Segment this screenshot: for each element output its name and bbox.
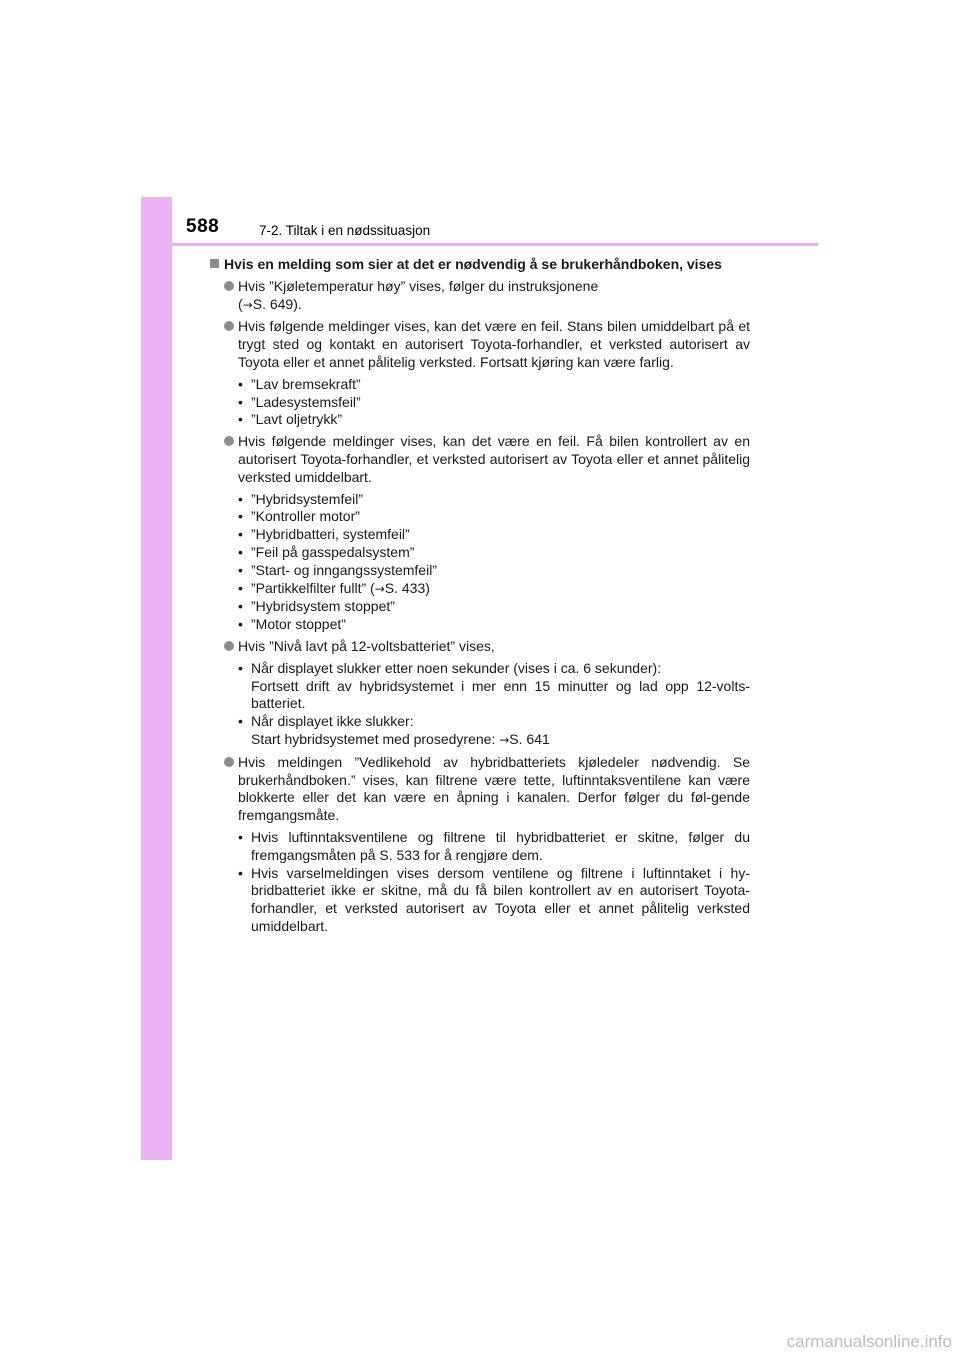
list-item: Hvis følgende meldinger vises, kan det være en feil. Få bilen kontrollert av en autorisert Toyota-forhandler, et verksted autorisert av Toyota eller et annet pålitelig verksted umiddelbart. — [210, 433, 750, 486]
arrow-right-icon: → — [242, 297, 253, 312]
sub-list-item: • ”Hybridsystem stoppet” — [238, 598, 395, 615]
sub-list — [210, 829, 750, 936]
sub-list-item: • ”Partikkelfilter fullt” (→S. 433) — [238, 579, 430, 596]
arrow-right-icon: → — [499, 732, 510, 747]
sub-list-item: • ”Ladesystemsfeil” — [238, 393, 361, 410]
sub-list-item: • ”Lav bremsekraft” — [238, 375, 361, 392]
sub-list-item: • ”Motor stoppet” — [238, 616, 346, 633]
dot-bullet-icon: • — [238, 393, 243, 410]
sub-list-item: • ”Start- og inngangssystemfeil” — [238, 561, 437, 578]
chapter-side-tab — [141, 197, 172, 1160]
dot-bullet-icon: • — [238, 490, 243, 507]
list-item: Hvis ”Nivå lavt på 12-voltsbatteriet” vises, — [210, 638, 750, 656]
sub-list — [210, 376, 750, 429]
circle-bullet-icon — [224, 321, 234, 331]
dot-bullet-icon: • — [238, 828, 243, 845]
sub-list-item: • Hvis luftinntaksventilene og filtrene til hybridbatteriet er skitne, følger du fremgangsmåten på S. 533 for å rengjøre dem. — [238, 828, 750, 863]
dot-bullet-icon: • — [238, 616, 243, 633]
arrow-right-icon: → — [374, 581, 385, 596]
sub-list-item: • ”Kontroller motor” — [238, 508, 360, 525]
section-title: 7-2. Tiltak i en nødssituasjon — [259, 223, 431, 238]
main-content — [210, 256, 750, 936]
sub-list-item: • Hvis varselmeldingen vises dersom ventilene og filtrene i luftinntaket i hy-bridbatteriet ikke er skitne, må du få bilen kontrollert av en autorisert Toyota-forhandler, et verksted autorisert av Toyota eller et annet pålitelig verksted umiddelbart. — [238, 864, 750, 934]
header-divider — [141, 243, 818, 246]
dot-bullet-icon: • — [238, 526, 243, 543]
sub-list-item: • ”Lavt oljetrykk” — [238, 411, 343, 428]
dot-bullet-icon: • — [238, 375, 243, 392]
circle-bullet-icon — [224, 757, 234, 767]
list-item: Hvis følgende meldinger vises, kan det være en feil. Stans bilen umiddelbart på et trygt sted og kontakt en autorisert Toyota-forhandler, et verksted autorisert av Toyota eller et annet pålitelig verksted. Fortsatt kjøring kan være farlig. — [210, 318, 750, 371]
sub-list-item: • ”Hybridsystemfeil” — [238, 490, 364, 507]
dot-bullet-icon: • — [238, 508, 243, 525]
list-item: Hvis ”Kjøletemperatur høy” vises, følger du instruksjonene (→S. 649). — [210, 278, 750, 315]
dot-bullet-icon: • — [238, 713, 243, 730]
dot-bullet-icon: • — [238, 864, 243, 881]
list-item: Hvis meldingen ”Vedlikehold av hybridbatteriets kjøledeler nødvendig. Se brukerhåndboken.” vises, kan filtrene være tette, luftinntaksventilene kan være blokkerte eller det kan være en åpning i kanalen. Derfor følger du føl-gende fremgangsmåte. — [210, 754, 750, 825]
dot-bullet-icon: • — [238, 659, 243, 676]
dot-bullet-icon: • — [238, 598, 243, 615]
circle-bullet-icon — [224, 641, 234, 651]
sub-list-item: • ”Hybridbatteri, systemfeil” — [238, 526, 410, 543]
circle-bullet-icon — [224, 436, 234, 446]
dot-bullet-icon: • — [238, 561, 243, 578]
sub-list-item: • Når displayet slukker etter noen sekunder (vises i ca. 6 sekunder): Fortsett drift av hybridsystemet i mer enn 15 minutter og lad opp 12-volts-batteriet. — [238, 659, 750, 712]
dot-bullet-icon: • — [238, 579, 243, 596]
section-heading: Hvis en melding som sier at det er nødvendig å se brukerhåndboken, vises — [210, 256, 750, 274]
site-watermark: carmanualsonline.info — [786, 1332, 952, 1351]
square-bullet-icon — [210, 259, 219, 268]
circle-bullet-icon — [224, 281, 234, 291]
page-reference-link[interactable]: S. 433) — [384, 579, 430, 596]
page-reference-link[interactable]: S. 649). — [252, 295, 302, 312]
sub-list-item: • Når displayet ikke slukker: Start hybridsystemet med prosedyrene: →S. 641 — [238, 713, 550, 747]
dot-bullet-icon: • — [238, 411, 243, 428]
page-reference-link[interactable]: S. 641 — [509, 730, 550, 747]
sub-list-item: • ”Feil på gasspedalsystem” — [238, 543, 415, 560]
dot-bullet-icon: • — [238, 543, 243, 560]
sub-list — [210, 491, 750, 634]
page-number: 588 — [186, 216, 220, 237]
sub-list — [210, 660, 750, 750]
